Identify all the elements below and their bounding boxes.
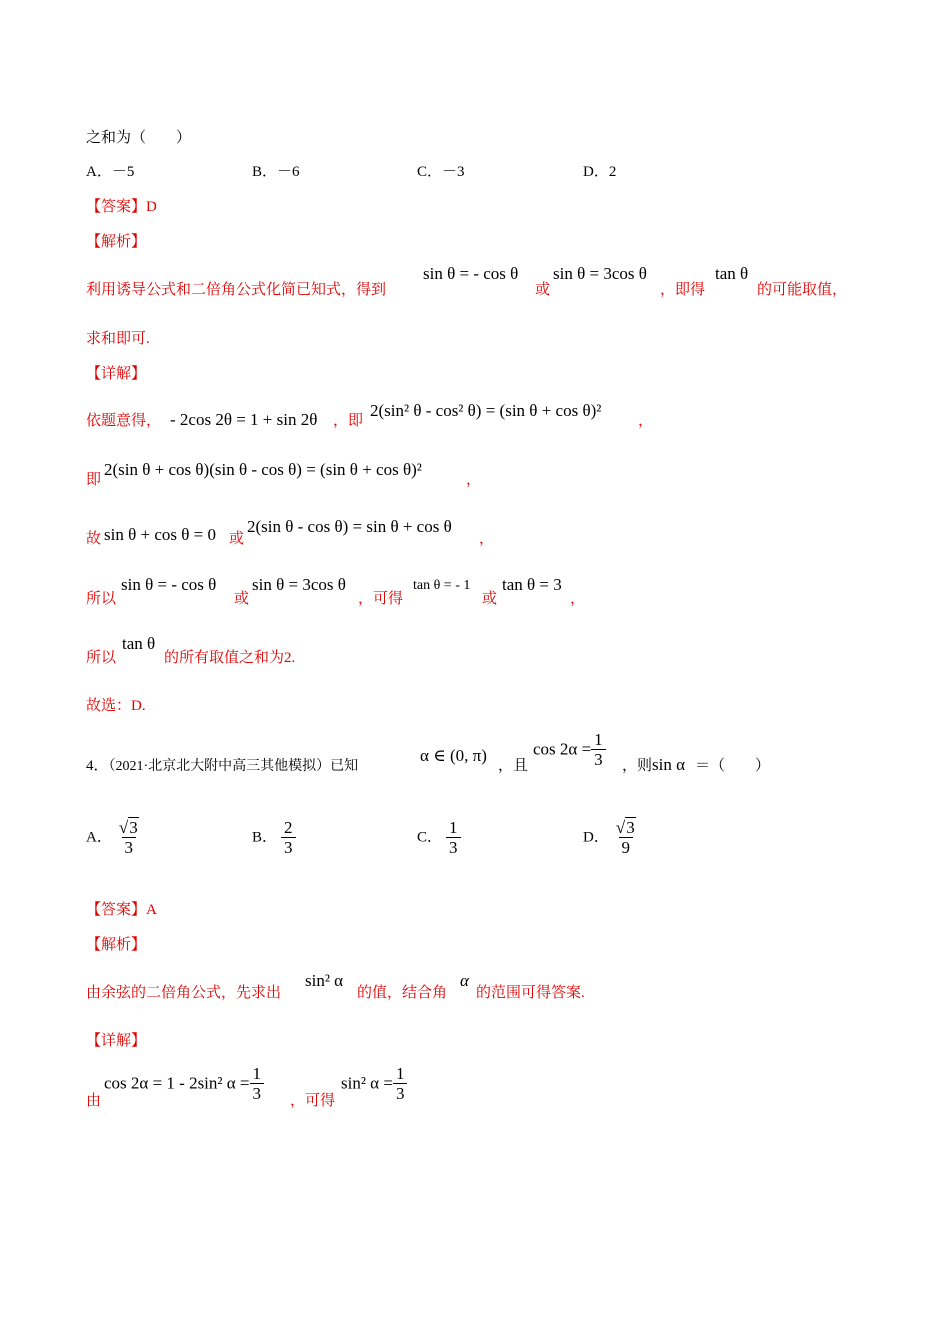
q3-d5-text2: 的所有取值之和为2. [164,650,296,666]
q4-analysis-text-3: 的范围可得答案. [476,985,585,1001]
q4-analysis-label: 【解析】 [86,937,147,953]
fraction-denominator: 3 [446,837,461,857]
option-letter: A． [86,829,112,846]
q4-d1-frac2 [393,1064,408,1103]
fraction-denominator: 3 [250,1083,265,1103]
q3-d2-math: 2(sin θ + cos θ)(sin θ - cos θ) = (sin θ + cos θ)² [104,460,422,479]
q3-d2-comma: ， [466,472,482,488]
q3-analysis-math-3: tan θ [715,264,749,283]
fraction-numerator [613,818,639,837]
q3-d1-text2: ，即 [333,413,364,429]
q4-d1-math-left: cos 2α = 1 - 2sin² α = [104,1073,250,1093]
q3-d4-text: 所以 [86,591,117,607]
fraction-denominator: 9 [619,837,634,857]
q3-analysis-text-4: 求和即可. [86,331,150,347]
q3-d3-or: 或 [229,531,245,547]
q3-d5-text: 所以 [86,650,117,666]
q3-d5-math: tan θ [122,634,156,653]
fraction-denominator: 3 [281,837,296,857]
q3-analysis-math-2: sin θ = 3cos θ [553,264,647,283]
q3-d4-math4: tan θ = 3 [502,575,562,594]
q3-d1-math: - 2cos 2θ = 1 + sin 2θ [170,410,318,429]
q4-analysis-text-2: 的值，结合角 [357,985,448,1001]
q4-option-a[interactable] [86,818,142,857]
q4-option-b[interactable] [252,818,296,857]
q3-d4-math3: tan θ = - 1 [413,578,471,593]
q4-d1-text: 由 [86,1093,102,1109]
q4-option-d[interactable] [583,818,639,857]
q3-answer: 【答案】D [86,199,157,215]
q3-stem-tail: 之和为（ ） [86,130,192,146]
q3-d1-math2: 2(sin² θ - cos² θ) = (sin θ + cos θ)² [370,401,602,420]
option-letter: D． [583,164,609,180]
q3-d4-math: sin θ = - cos θ [121,575,217,594]
q4-math-2-frac [591,730,606,769]
fraction-numerator: 1 [594,730,603,749]
fraction-numerator [116,818,142,837]
q3-d4-math2: sin θ = 3cos θ [252,575,346,594]
option-letter: A． [86,164,112,180]
q4-analysis-text-1: 由余弦的二倍角公式，先求出 [86,985,282,1001]
option-text: 2 [608,164,617,180]
q4-source: （2021·北京北大附中高三其他模拟）已知 [108,759,359,774]
q4-d1-math2-left: sin² α = [341,1073,393,1093]
q4-answer: 【答案】A [86,902,157,918]
q4-stem [86,756,358,777]
radicand: 3 [129,818,138,837]
radicand: 3 [626,818,635,837]
fraction-denominator: 3 [122,837,137,857]
q3-option-c[interactable] [417,162,465,182]
option-fraction [446,818,461,857]
fraction-numerator: 2 [284,818,293,837]
option-fraction [613,818,639,857]
q4-math-2 [533,730,606,769]
option-letter: B． [252,829,278,846]
fraction-numerator: 1 [395,1064,405,1083]
q3-d3-comma: ， [479,531,495,547]
sqrt-symbol: √3 [615,818,635,837]
q3-d3-text: 故 [86,531,102,547]
q3-d2-text: 即 [86,472,102,488]
q3-d4-or: 或 [234,591,250,607]
option-fraction [281,818,296,857]
option-text: －6 [277,164,300,180]
q4-math-1: α ∈ (0, π) [420,746,487,765]
fraction-numerator: 1 [252,1064,261,1083]
option-text: －5 [111,164,135,180]
q3-analysis-text-1: 利用诱导公式和二倍角公式化简已知式，得到 [86,282,387,298]
q3-analysis-label: 【解析】 [86,234,147,250]
q4-analysis-math-1: sin² α [305,971,344,990]
q3-d1-text: 依题意得， [86,413,162,429]
option-letter: C． [417,164,443,180]
option-text: －3 [442,164,465,180]
q3-d4-comma: ， [570,591,586,607]
option-fraction [116,818,142,857]
q4-text-2: ，则 [622,758,653,774]
q4-d1-text2: ，可得 [290,1093,336,1109]
option-letter: C． [417,829,443,846]
q3-d4-text2: ，可得 [358,591,404,607]
fraction-numerator: 1 [449,818,458,837]
q3-analysis-text-2: ，即得 [660,282,706,298]
q4-d1-math2 [341,1064,407,1103]
option-letter: B． [252,164,278,180]
q4-text-3: ＝（ ） [695,758,771,774]
q4-analysis-math-2: α [460,971,469,990]
q3-d3-math2: 2(sin θ - cos θ) = sin θ + cos θ [247,517,452,536]
fraction-denominator: 3 [591,749,606,769]
option-letter: D． [583,829,609,846]
q3-detail-label: 【详解】 [86,366,147,382]
q4-math-2-left: cos 2α = [533,739,592,759]
fraction-denominator: 3 [393,1083,408,1103]
q4-d1-math [104,1064,264,1103]
q3-d1-comma: ， [638,413,654,429]
q4-d1-frac [250,1064,265,1103]
q3-option-d[interactable] [583,162,616,182]
q4-number: 4． [86,758,109,774]
q3-option-a[interactable] [86,162,134,182]
q4-option-c[interactable] [417,818,461,857]
q3-analysis-math-1: sin θ = - cos θ [423,264,519,283]
q4-detail-label: 【详解】 [86,1033,147,1049]
q3-analysis-or-1: 或 [535,282,551,298]
sqrt-symbol: √3 [118,818,138,837]
q4-text-1: ，且 [498,758,529,774]
q3-analysis-text-3: 的可能取值， [757,282,848,298]
q3-d6-text: 故选：D. [86,698,146,714]
q3-d3-math: sin θ + cos θ = 0 [104,525,216,544]
q3-d4-or2: 或 [482,591,498,607]
q3-option-b[interactable] [252,162,300,182]
q4-math-3: sin α [652,755,685,774]
